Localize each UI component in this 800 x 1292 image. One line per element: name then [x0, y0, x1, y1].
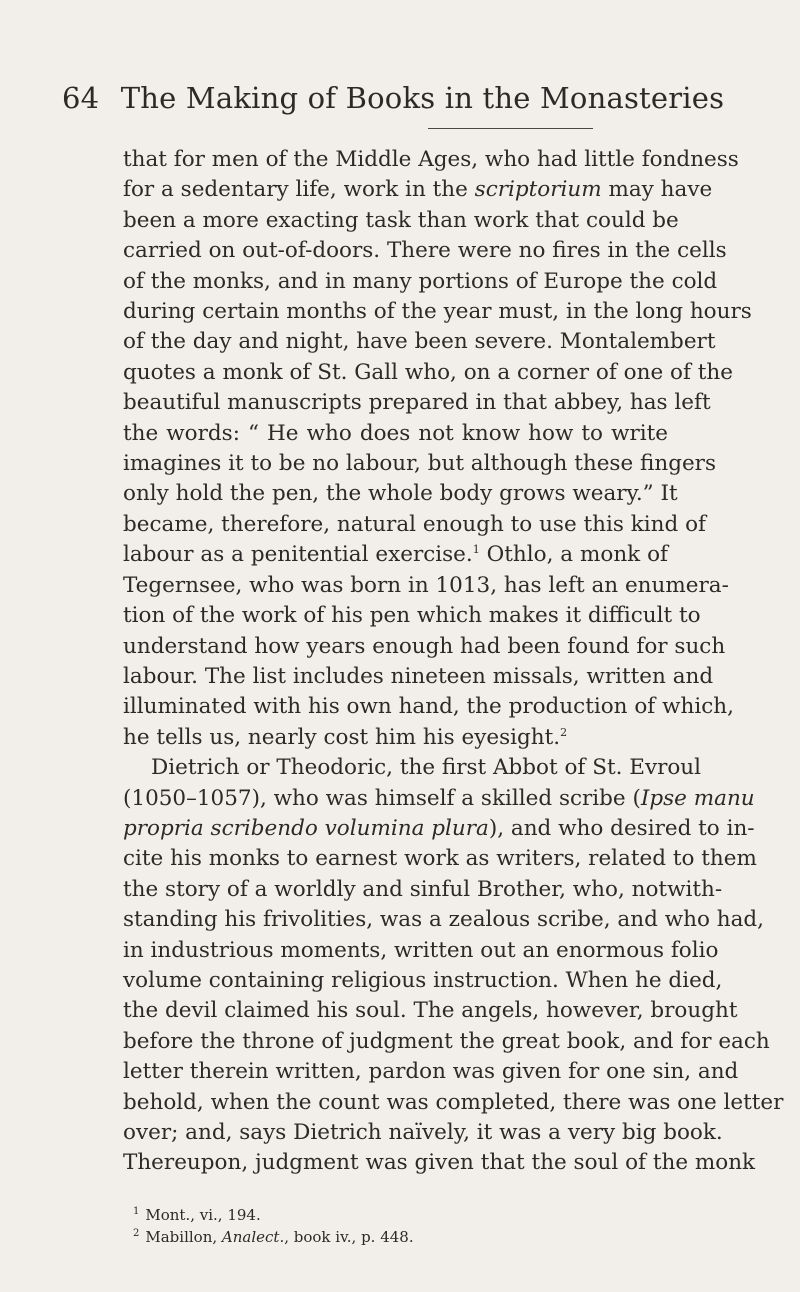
text-line: beautiful manuscripts prepared in that abbey, has left	[123, 390, 711, 416]
text-line: he tells us, nearly cost him his eyesight.$^2$	[123, 724, 568, 750]
footnote-2: $^2$ Mabillon, Analect., book iv., p. 448.	[133, 1228, 414, 1246]
text-line: the words: “ He who does not know how to write	[123, 420, 668, 446]
text-line: imagines it to be no labour, but although these fingers	[123, 451, 716, 477]
text-line: Thereupon, judgment was given that the soul of the monk	[123, 1150, 756, 1176]
italic-latin: Ipse manu	[640, 785, 755, 811]
text-line: illuminated with his own hand, the production of which,	[123, 694, 734, 720]
text-line: of the day and night, have been severe. Montalembert	[123, 329, 716, 355]
footnote-ref-1[interactable]: 1	[472, 543, 480, 557]
text-line: labour as a penitential exercise.$^1$ Othlo, a monk of	[123, 542, 668, 568]
running-title: The Making of Books in the Monasteries	[120, 81, 725, 115]
footnote-1: $^1$ Mont., vi., 194.	[133, 1206, 261, 1224]
text-line: the devil claimed his soul. The angels, however, brought	[123, 998, 738, 1024]
text-line: labour. The list includes nineteen missals, written and	[123, 663, 714, 689]
text-line: Dietrich or Theodoric, the first Abbot of St. Evroul	[151, 755, 702, 781]
text-line: in industrious moments, written out an enormous folio	[123, 937, 719, 963]
text-line: over; and, says Dietrich naïvely, it was a very big book.	[123, 1120, 723, 1145]
footnote-ref-2[interactable]: 2	[560, 725, 568, 739]
header-rule	[428, 128, 593, 129]
text-line: cite his monks to earnest work as writers, related to them	[123, 846, 757, 872]
text-line: been a more exacting task than work that could be	[123, 207, 679, 233]
italic-latin: propria scribendo volumina plura	[123, 815, 489, 841]
text-line: carried on out-of-doors. There were no fires in the cells	[123, 238, 727, 264]
text-line: that for men of the Middle Ages, who had little fondness	[123, 147, 739, 172]
text-line: understand how years enough had been found for such	[123, 633, 726, 659]
text-line: behold, when the count was completed, there was one letter	[123, 1089, 784, 1115]
text-line: standing his frivolities, was a zealous scribe, and who had,	[123, 907, 764, 933]
text-line: during certain months of the year must, in the long hours	[123, 299, 752, 325]
text-line: Tegernsee, who was born in 1013, has left an enumera-	[123, 572, 729, 598]
text-line: became, therefore, natural enough to use this kind of	[123, 511, 707, 537]
text-line: before the throne of judgment the great book, and for each	[123, 1028, 770, 1054]
text-line: for a sedentary life, work in the scriptorium may have	[123, 177, 713, 203]
text-line: tion of the work of his pen which makes it difficult to	[123, 603, 701, 629]
running-head	[62, 78, 762, 118]
footnotes	[133, 1204, 673, 1248]
text-line: (1050–1057), who was himself a skilled scribe (Ipse manu	[123, 785, 755, 811]
text-line: only hold the pen, the whole body grows weary.” It	[123, 481, 678, 507]
page-number: 64	[62, 81, 100, 115]
text-line: quotes a monk of St. Gall who, on a corner of one of the	[123, 359, 733, 385]
text-line: volume containing religious instruction. When he died,	[123, 967, 723, 993]
body-text	[123, 145, 784, 1179]
text-line: letter therein written, pardon was given for one sin, and	[123, 1059, 739, 1085]
italic-term: scriptorium	[474, 177, 602, 203]
text-line: the story of a worldly and sinful Brother, who, notwith-	[123, 876, 723, 902]
text-line: of the monks, and in many portions of Europe the cold	[123, 268, 718, 294]
text-line: propria scribendo volumina plura), and who desired to in-	[123, 815, 755, 841]
